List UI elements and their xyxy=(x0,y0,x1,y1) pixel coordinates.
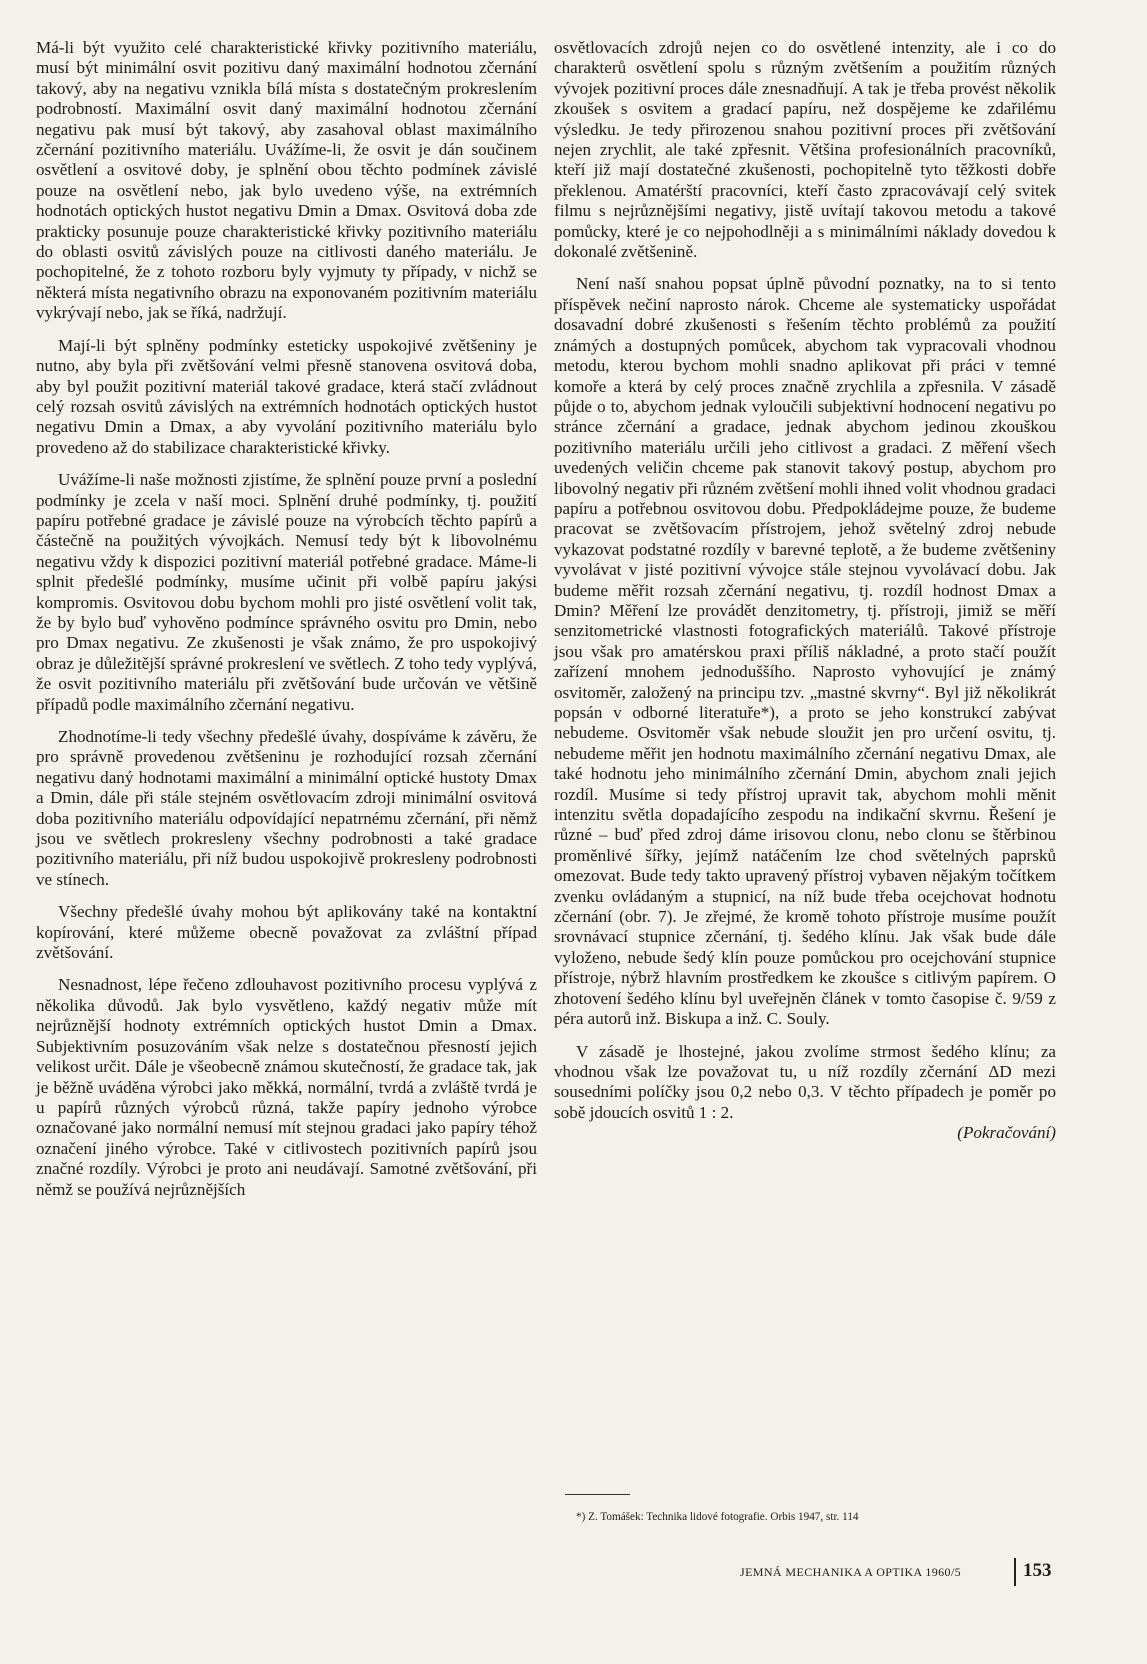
paragraph: Všechny předešlé úvahy mohou být aplikovány také na kontaktní kopírování, které můžeme obecně považovat za zvláštní případ zvětšování. xyxy=(36,902,537,963)
paragraph: Má-li být využito celé charakteristické křivky pozitivního materiálu, musí být minimální osvit pozitivu daný maximální hodnotou zčernání takový, aby na negativu vznikla bílá místa s dostatečným prokreslením podrobností. Maximální osvit daný maximální hodnotou zčernání negativu pak musí být takový, aby zasahoval oblast maximálního zčernání pozitivního materiálu. Uvážíme-li, že osvit je dán součinem osvětlení a osvitové doby, je splnění obou těchto podmínek závislé pouze na osvětlení nebo, jak bylo uvedeno výše, na extrémních hodnotách optických hustot negativu Dmin a Dmax. Osvitová doba zde prakticky posunuje pouze charakteristické křivky pozitivního materiálu do oblasti osvitů závislých pouze na citlivosti daného materiálu. Je pochopitelné, že z tohoto rozboru byly vyjmuty ty případy, v nichž se některá místa negativního obrazu na exponovaném pozitivním materiálu vykrývají nebo, jak se říká, nadržují. xyxy=(36,38,537,323)
running-head: JEMNÁ MECHANIKA A OPTIKA 1960/5 xyxy=(740,1565,962,1579)
page-number: 153 xyxy=(1023,1560,1052,1581)
paragraph: Není naší snahou popsat úplně původní poznatky, na to si tento příspěvek nečiní naprosto nárok. Chceme ale systematicky uspořádat dosavadní dobré zkušenosti s řešením těchto problémů za použití známých a dostupných pomůcek, abychom tak vypracovali vhodnou metodu, kterou bychom mohli snadno aplikovat při práci v temné komoře a která by celý proces značně zrychlila a zpřesnila. V zásadě půjde o to, abychom jednak vyloučili subjektivní hodnocení negativu po stránce zčernání a gradace, jednak abychom jedinou zkouškou pozitivního materiálu určili jeho citlivost a gradaci. Z měření všech uvedených veličin chceme pak stanovit takový postup, abychom pro libovolný negativ při různém zvětšení mohli ihned volit vhodnou gradaci papíru a potřebnou osvitovou dobu. Předpokládejme pouze, že budeme pracovat se zvětšovacím přístrojem, jehož světelný zdroj nebude vykazovat podstatné rozdíly v barevné teplotě, a že budeme zvětšeniny vyvolávat v jisté pozitivní vývojce stále stejnou vyvolávací dobu. Jak budeme měřit rozsah zčernání negativu, tj. rozdíl hodnost Dmax a Dmin? Měření lze provádět denzitometry, tj. přístroji, jimiž se měří senzitometrické vlastnosti fotografických materiálů. Takové přístroje jsou však pro amatérskou praxi příliš nákladné, a proto stačí použít zařízení mnohem jednoduššího. Naprosto vyhovující je známý osvitoměr, založený na principu tzv. „mastné skvrny“. Byl již několikrát popsán v odborné literatuře*), a proto se jeho konstrukcí zabývat nebudeme. Osvitoměr však nebude sloužit jen pro určení osvitu, tj. nebudeme měřit jen hodnotu maximálního zčernání negativu Dmax, ale také hodnotu jeho minimálního zčernání Dmin, abychom znali jejich rozdíl. Musíme si tedy přístroj upravit tak, abychom mohli měnit intenzitu světla dopadajícího zespodu na indikační skvrnu. Řešení je různé – buď před zdroj dáme irisovou clonu, nebo clonu se štěrbinou proměnlivé šířky, jejímž natáčením lze chod světelných paprsků omezovat. Bude tedy takto upravený přístroj vybaven nějakým točítkem zvenku ovládaným a stupnicí, na níž bude třeba ocejchovat hodnotu zčernání (obr. 7). Je zřejmé, že kromě tohoto přístroje musíme použít srovnávací stupnice zčernání, tj. šedého klínu. Jak však bude dále vyloženo, nebude šedý klín pouze pomůckou pro ocejchování stupnice přístroje, nýbrž hlavním prostředkem ke zkoušce s citlivým papírem. O zhotovení šedého klínu byl uveřejněn článek v tomto časopise č. 9/59 z péra autorů inž. Biskupa a inž. C. Souly. xyxy=(554,274,1056,1029)
paragraph: Zhodnotíme-li tedy všechny předešlé úvahy, dospíváme k závěru, že pro správně provedenou zvětšeninu je rozhodující rozsah zčernání negativu daný hodnotami maximální a minimální optické hustoty Dmax a Dmin, dále při stále stejném osvětlovacím zdroji minimální osvitová doba pozitivního materiálu odpovídající nepatrnému zčernání, při němž jsou ve světlech prokresleny všechny podrobnosti a také gradace pozitivního materiálu, při níž budou uspokojivě prokresleny podrobnosti ve stínech. xyxy=(36,727,537,889)
left-column xyxy=(36,38,537,1200)
continuation-note: (Pokračování) xyxy=(957,1123,1056,1143)
paragraph: Uvážíme-li naše možnosti zjistíme, že splnění pouze první a poslední podmínky je zcela v naší moci. Splnění druhé podmínky, tj. použití papíru potřebné gradace je závislé pouze na výrobcích těchto papírů a částečně na použitých vývojkách. Nemusí tedy být k libovolnému negativu vždy k dispozici pozitivní materiál potřebné gradace. Máme-li splnit předešlé podmínky, musíme učinit při volbě papíru jakýsi kompromis. Osvitovou dobu bychom mohli pro jisté osvětlení volit tak, že by bylo buď vyhověno podmínce správného osvitu pro Dmin, nebo pro Dmax negativu. Ze zkušenosti je však známo, že pro uspokojivý obraz je důležitější správné prokreslení ve světlech. Z toho tedy vyplývá, že osvit pozitivního materiálu při zvětšování bude určován ve většině případů podle maximálního zčernání negativu. xyxy=(36,470,537,714)
footnote: *) Z. Tomášek: Technika lidové fotografie. Orbis 1947, str. 114 xyxy=(576,1511,859,1523)
paragraph: Nesnadnost, lépe řečeno zdlouhavost pozitivního procesu vyplývá z několika důvodů. Jak bylo vysvětleno, každý negativ může mít nejrůznější hodnoty extrémních optických hustot Dmin a Dmax. Subjektivním posuzováním však nelze s dostatečnou přesností jejich velikost určit. Dále je všeobecně známou skutečností, že gradace tak, jak je běžně uváděna výrobci jako měkká, normální, tvrdá a zvláště tvrdá je u papírů různých výrobců různá, takže papíry jednoho výrobce označované jako normální nemusí mít stejnou gradaci jako papíry téhož označení jiného výrobce. Také v citlivostech pozitivních papírů jsou značné rozdíly. Výrobci je proto ani neudávají. Samotné zvětšování, při němž se používá nejrůznějších xyxy=(36,975,537,1199)
right-column xyxy=(554,38,1056,1156)
running-head-separator xyxy=(1014,1558,1016,1586)
paragraph: Mají-li být splněny podmínky esteticky uspokojivé zvětšeniny je nutno, aby byla při zvětšování velmi přesně stanovena osvitová doba, aby byl použit pozitivní materiál takové gradace, která stačí zvládnout celý rozsah osvitů závislých na extrémních hodnotách optických hustot negativu Dmin a Dmax, a aby vyvolání pozitivního materiálu bylo provedeno až do stabilizace charakteristické křivky. xyxy=(36,335,537,457)
paragraph: V zásadě je lhostejné, jakou zvolíme strmost šedého klínu; za vhodnou však lze považovat tu, u níž rozdíly zčernání ΔD mezi sousedními políčky jsou 0,2 nebo 0,3. V těchto případech je poměr po sobě jdoucích osvitů 1 : 2. xyxy=(554,1041,1056,1122)
footnote-rule xyxy=(565,1494,630,1495)
paragraph: osvětlovacích zdrojů nejen co do osvětlené intenzity, ale i co do charakterů osvětlení spolu s různým zvětšením a použitím různých vývojek pozitivní proces dále znesnadňují. A tak je třeba provést několik zkoušek s osvitem a gradací papíru, než dospějeme ke zdařilému výsledku. Je tedy přirozenou snahou pozitivní proces při zvětšování nejen zrychlit, ale také zpřesnit. Většina profesionálních pracovníků, kteří již mají dostatečné zkušenosti, pochopitelně tyto těžkosti dobře překlenou. Amatérští pracovníci, kteří často zpracovávají celý svitek filmu s nejrůznějšími negativy, jistě uvítají takovou metodu a takové pomůcky, které je co nejpohodlněji a s minimálními náklady dovedou k dokonalé zvětšenině. xyxy=(554,38,1056,262)
